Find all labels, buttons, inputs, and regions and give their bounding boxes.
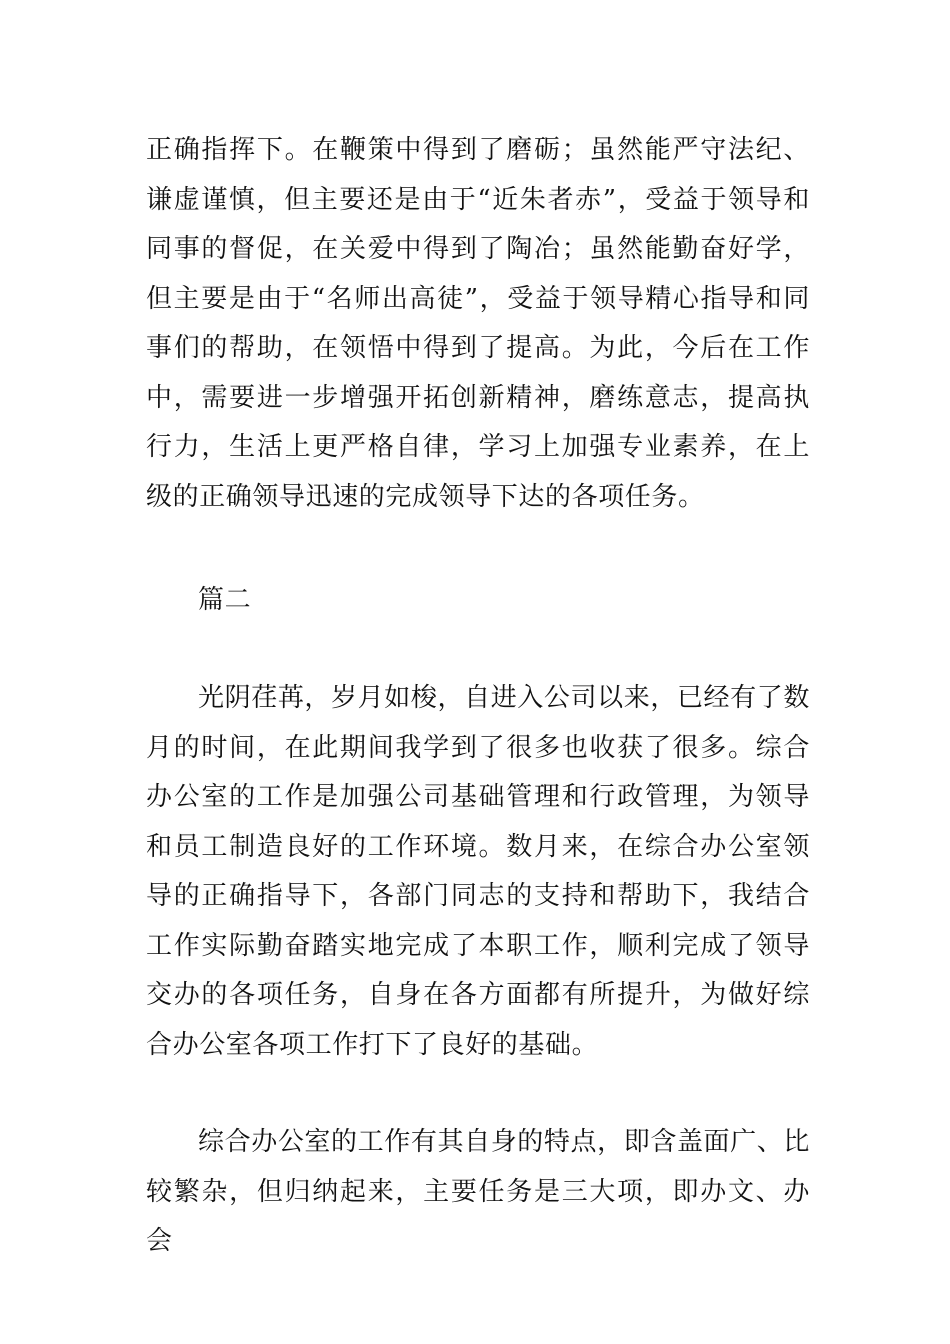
paragraph-continued: 正确指挥下。在鞭策中得到了磨砺；虽然能严守法纪、谦虚谨慎，但主要还是由于“近朱者赤”，受益于领导和同事的督促，在关爱中得到了陶冶；虽然能勤奋好学，但主要是由于“名师出高徒”，受益于领导精心指导和同事们的帮助，在领悟中得到了提高。为此，今后在工作中，需要进一步增强开拓创新精神，磨练意志，提高执行力，生活上更严格自律，学习上加强专业素养，在上级的正确领导迅速的完成领导下达的各项任务。 <box>146 135 810 512</box>
paragraph: 光阴荏苒，岁月如梭，自进入公司以来，已经有了数月的时间，在此期间我学到了很多也收获了很多。综合办公室的工作是加强公司基础管理和行政管理，为领导和员工制造良好的工作环境。数月来，在综合办公室领导的正确指导下，各部门同志的支持和帮助下，我结合工作实际勤奋踏实地完成了本职工作，顺利完成了领导交办的各项任务，自身在各方面都有所提升，为做好综合办公室各项工作打下了良好的基础。 <box>146 683 810 1060</box>
section-heading: 篇二 <box>198 585 252 615</box>
paragraph: 综合办公室的工作有其自身的特点，即含盖面广、比较繁杂，但归纳起来，主要任务是三大项，即办文、办会 <box>146 1127 810 1256</box>
